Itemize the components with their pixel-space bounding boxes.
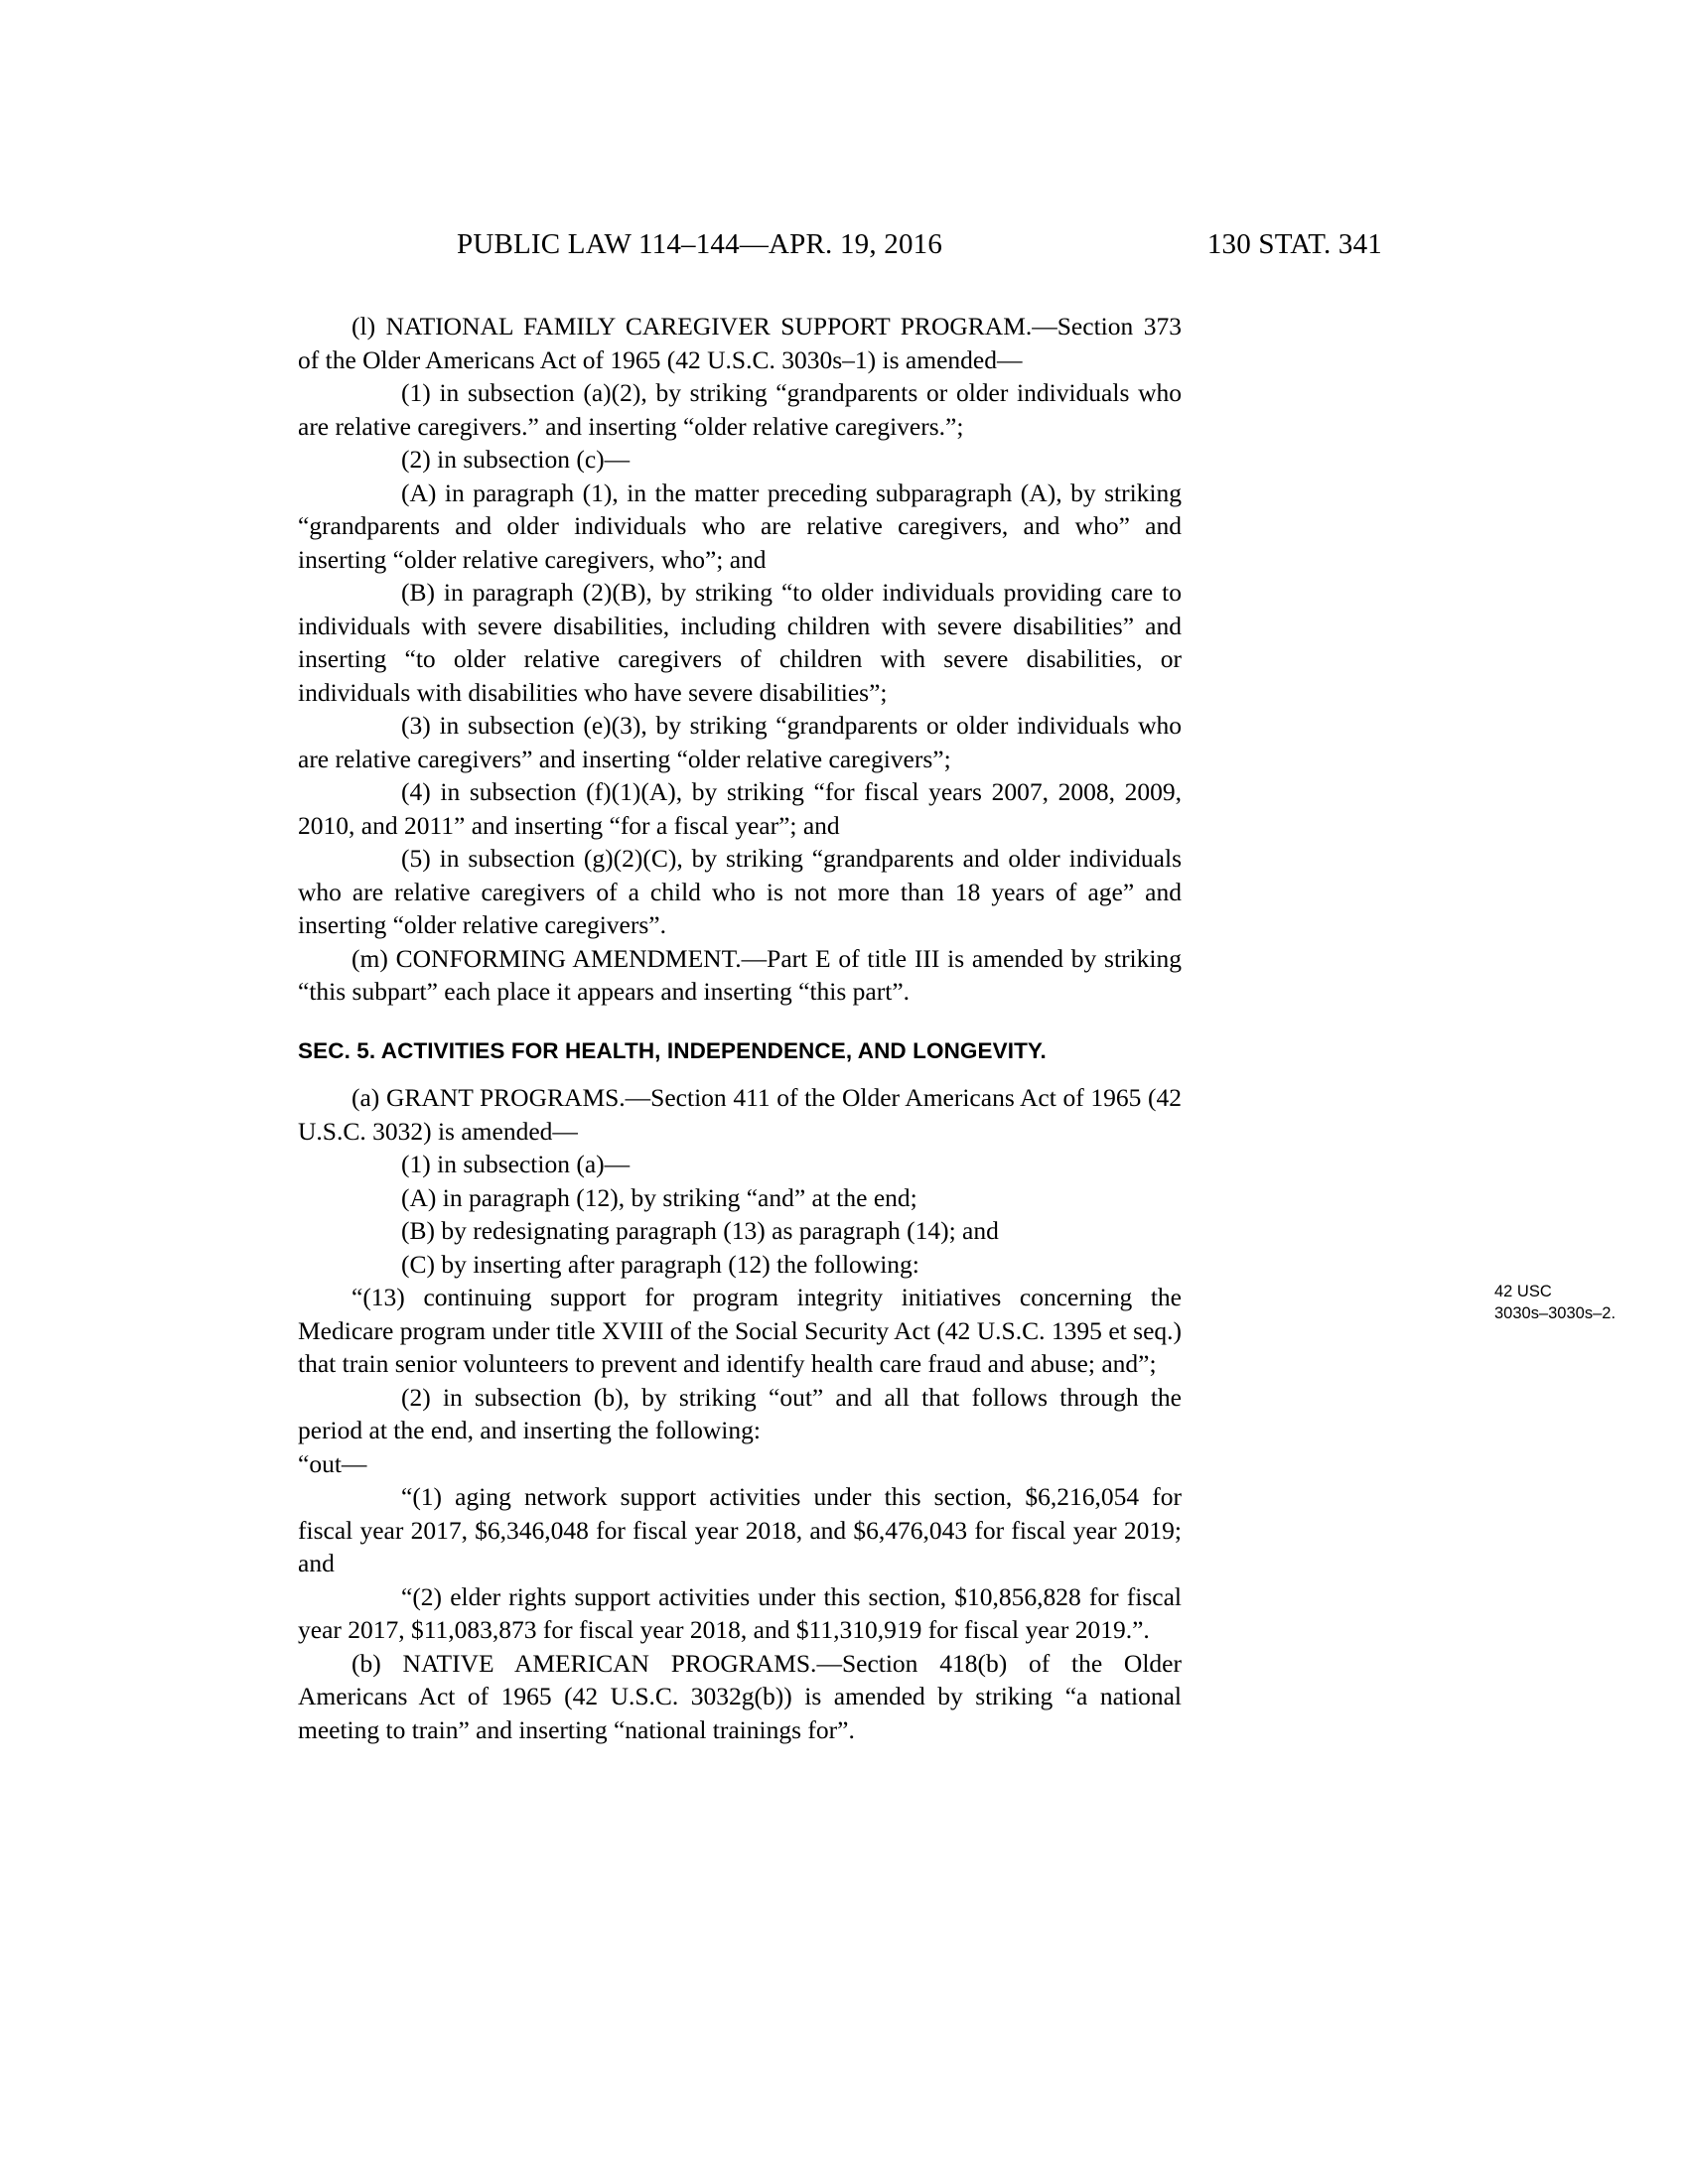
quoted-paragraph-1: “(1) aging network support activities under this section, $6,216,054 for fiscal year 2017, $6,346,048 for fiscal year 2018, and $6,476,043 for fiscal year 2019; and xyxy=(298,1482,1182,1577)
paragraph-l-heading: NATIONAL FAMILY CAREGIVER SUPPORT PROGRAM. xyxy=(385,312,1033,341)
paragraph-a-grant-programs xyxy=(298,1081,1182,1148)
margin-note-line-2: 3030s–3030s–2. xyxy=(1494,1304,1617,1322)
paragraph-5: (5) in subsection (g)(2)(C), by striking “grandparents and older individuals who are relative caregivers of a child who is not more than 18 years of age” and inserting “older relative caregivers”. xyxy=(298,844,1182,939)
quoted-paragraph-13: “(13) continuing support for program integrity initiatives concerning the Medicare program under title XVIII of the Social Security Act (42 U.S.C. 1395 et seq.) that train senior volunteers to prevent and identify health care fraud and abuse; and”; xyxy=(298,1283,1182,1378)
paragraph-2-B: (B) in paragraph (2)(B), by striking “to older individuals providing care to individuals with severe disabilities, including children with severe disabilities” and inserting “to older relative caregivers of children with severe disabilities, or individuals with disabilities who have severe disabilities”; xyxy=(298,578,1182,707)
paragraph-l-label: (l) xyxy=(352,312,386,341)
paragraph-l-text: —Section 373 of the Older Americans Act of 1965 (42 U.S.C. 3030s–1) is amended— xyxy=(298,312,1182,374)
paragraph-m-label: (m) xyxy=(352,943,396,973)
paragraph-a-text: —Section 411 of the Older Americans Act of 1965 (42 U.S.C. 3032) is amended— xyxy=(298,1083,1183,1146)
header-public-law: PUBLIC LAW 114–144—APR. 19, 2016 xyxy=(457,228,943,260)
margin-note-usc-citation xyxy=(1494,1281,1688,1324)
paragraph-b-native-american xyxy=(298,1647,1182,1747)
paragraph-a-2: (2) in subsection (b), by striking “out” and all that follows through the period at the end, and inserting the following: xyxy=(298,1382,1182,1444)
margin-note-line-1: 42 USC xyxy=(1494,1283,1552,1300)
paragraph-1: (1) in subsection (a)(2), by striking “grandparents or older individuals who are relative caregivers.” and inserting “older relative caregivers.”; xyxy=(298,378,1182,441)
page-content xyxy=(298,228,1617,1746)
section-heading-sec5: SEC. 5. ACTIVITIES FOR HEALTH, INDEPENDENCE, AND LONGEVITY. xyxy=(298,1037,1047,1063)
header-stat-page: 130 STAT. 341 xyxy=(1206,228,1382,260)
paragraph-a-heading: GRANT PROGRAMS. xyxy=(385,1083,626,1112)
quoted-out-lead: “out— xyxy=(298,1448,367,1478)
paragraph-m-text: —Part E of title III is amended by striking “this subpart” each place it appears and inserting “this part”. xyxy=(298,943,1182,1006)
paragraph-3: (3) in subsection (e)(3), by striking “grandparents or older individuals who are relative caregivers” and inserting “older relative caregivers”; xyxy=(298,711,1182,773)
paragraph-l xyxy=(298,310,1182,376)
page-header xyxy=(298,228,1390,282)
paragraph-m-heading: CONFORMING AMENDMENT. xyxy=(395,943,742,973)
paragraph-b-heading: NATIVE AMERICAN PROGRAMS. xyxy=(402,1648,817,1678)
paragraph-b-label: (b) xyxy=(352,1648,403,1678)
paragraph-a-1-A: (A) in paragraph (12), by striking “and” at the end; xyxy=(401,1182,917,1212)
paragraph-a-1-C: (C) by inserting after paragraph (12) the following: xyxy=(401,1249,919,1279)
paragraph-a-label: (a) xyxy=(352,1083,386,1112)
paragraph-b-text: —Section 418(b) of the Older Americans Act of 1965 (42 U.S.C. 3032g(b)) is amended by striking “a national meeting to train” and inserting “national trainings for”. xyxy=(298,1648,1182,1744)
paragraph-a-1-B: (B) by redesignating paragraph (13) as paragraph (14); and xyxy=(401,1216,999,1245)
paragraph-2: (2) in subsection (c)— xyxy=(401,445,631,474)
paragraph-a-1: (1) in subsection (a)— xyxy=(401,1150,631,1178)
body-column xyxy=(298,310,1182,1746)
paragraph-2-A: (A) in paragraph (1), in the matter preceding subparagraph (A), by striking “grandparents and older individuals who are relative caregivers, and who” and inserting “older relative caregivers, who”; and xyxy=(298,478,1182,574)
paragraph-4: (4) in subsection (f)(1)(A), by striking “for fiscal years 2007, 2008, 2009, 2010, and 2011” and inserting “for a fiscal year”; and xyxy=(298,777,1182,840)
quoted-paragraph-2: “(2) elder rights support activities under this section, $10,856,828 for fiscal year 2017, $11,083,873 for fiscal year 2018, and $11,310,919 for fiscal year 2019.”. xyxy=(298,1581,1182,1644)
paragraph-m xyxy=(298,942,1182,1009)
